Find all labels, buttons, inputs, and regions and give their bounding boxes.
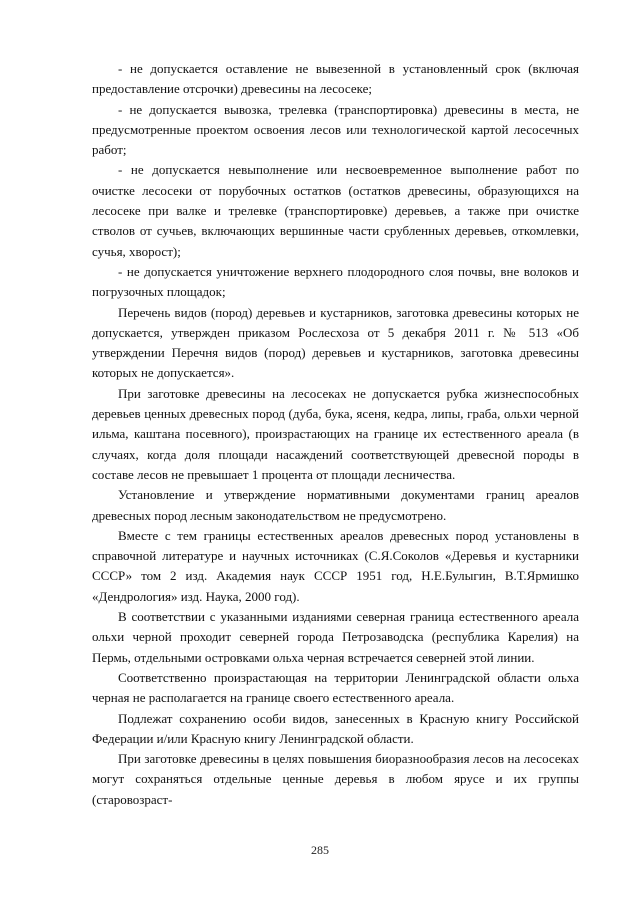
paragraph-3: - не допускается невыполнение или несвоевременное выполнение работ по очистке лесосеки от порубочных остатков (остатков древесины, образующихся на лесосеке при валке и трелевке (транспортировке) деревьев, а также при очистке стволов от сучьев, включающих вершинные части срубленных деревьев, откомлевки, сучья, хворост); [92, 162, 579, 259]
paragraph-7: Установление и утверждение нормативными документами границ ареалов древесных пород лесным законодательством не предусмотрено. [92, 487, 579, 523]
paragraph-1: - не допускается оставление не вывезенной в установленный срок (включая предоставление отсрочки) древесины на лесосеке; [92, 61, 579, 97]
paragraph-12: При заготовке древесины в целях повышения биоразнообразия лесов на лесосеках могут сохраняться отдельные ценные деревья в любом ярусе и их группы (старовозраст- [92, 751, 579, 807]
paragraph-2: - не допускается вывозка, трелевка (транспортировка) древесины в места, не предусмотренные проектом освоения лесов или технологической картой лесосечных работ; [92, 101, 579, 158]
paragraph-9: В соответствии с указанными изданиями северная граница естественного ареала ольхи черной проходит северней города Петрозаводска (республика Карелия) на Пермь, отдельными островками ольха черная встречается северней этой линии. [92, 609, 579, 665]
paragraph-11: Подлежат сохранению особи видов, занесенных в Красную книгу Российской Федерации и/или Красную книгу Ленинградской области. [92, 710, 579, 746]
paragraph-4: - не допускается уничтожение верхнего плодородного слоя почвы, вне волоков и погрузочных площадок; [92, 263, 579, 300]
paragraph-8: Вместе с тем границы естественных ареалов древесных пород установлены в справочной литературе и научных источниках (С.Я.Соколов «Деревья и кустарники СССР» том 2 изд. Академия наук СССР 1951 год, Н.Е.Булыгин, В.Т.Ярмишко «Дендрология» изд. Наука, 2000 год). [92, 527, 579, 604]
paragraph-10: Соответственно произрастающая на территории Ленинградской области ольха черная не располагается на границе своего естественного ареала. [92, 669, 579, 706]
paragraph-5: Перечень видов (пород) деревьев и кустарников, заготовка древесины которых не допускается, утвержден приказом Рослесхоза от 5 декабря 2011 г. № 513 «Об утверждении Перечня видов (пород) деревьев и кустарников, заготовка древесины которых не допускается». [92, 304, 579, 381]
page-number: 285 [311, 843, 329, 857]
paragraph-6: При заготовке древесины на лесосеках не допускается рубка жизнеспособных деревьев ценных древесных пород (дуба, бука, ясеня, кедра, липы, граба, ольхи черной ильма, каштана посевного), произрастающих на границе их естественного ареала (в случаях, когда доля площади насаждений соответствующей древесной породы в составе лесов не превышает 1 процента от площади лесничества. [92, 385, 579, 482]
body-text [92, 59, 579, 810]
